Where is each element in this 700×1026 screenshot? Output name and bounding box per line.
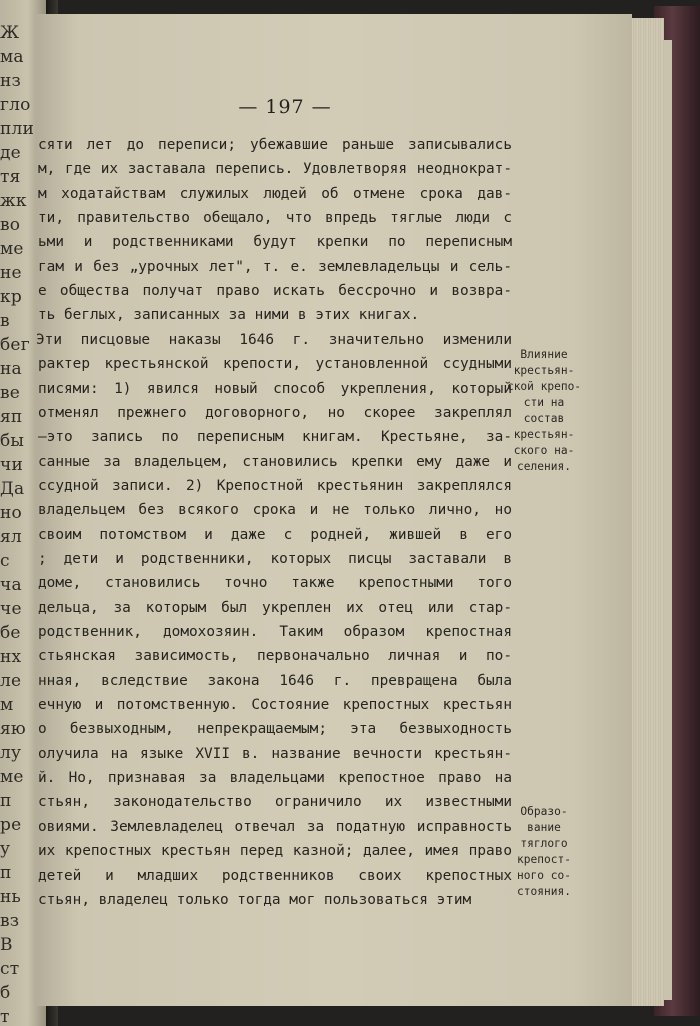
- cover-edge: [664, 40, 672, 1000]
- text-line: гам и без „урочных лет", т. е. землевладельцы и сель-: [38, 258, 512, 275]
- left-page-line: ст: [0, 959, 20, 979]
- left-page-line: яп: [0, 407, 23, 427]
- text-line: о безвыходным, непрекращаемым; эта безвыходность: [38, 721, 512, 738]
- left-page-line: нх: [0, 647, 22, 667]
- left-page-line: В: [0, 935, 13, 955]
- text-line: й. Но, признавая за владельцами крепостное право на: [38, 770, 512, 787]
- left-page-line: ме: [0, 767, 24, 787]
- left-page-line: бег: [0, 335, 30, 355]
- margin-note-line: тяглого: [520, 837, 568, 850]
- margin-note: [492, 804, 596, 900]
- text-line: стьянская зависимость, первоначально личная и по-: [38, 648, 512, 665]
- left-page-line: во: [0, 215, 21, 235]
- margin-note-line: Влияние: [520, 348, 568, 361]
- left-page-line: яю: [0, 719, 26, 739]
- text-line: —это запись по переписным книгам. Крестьяне, за-: [38, 429, 512, 446]
- text-line: стьян, законодательство ограничило их известными: [38, 794, 512, 811]
- margin-note-line: ного со-: [517, 869, 571, 882]
- margin-note: [492, 347, 596, 475]
- margin-note-line: селения.: [517, 460, 571, 473]
- text-line: родственник, домохозяин. Таким образом крепостная: [38, 624, 512, 640]
- margin-note-line: крепост-: [517, 853, 571, 866]
- margin-note-line: ского на-: [513, 444, 575, 457]
- left-page-line: Да: [0, 479, 25, 499]
- left-page-line: бе: [0, 623, 21, 643]
- text-line: доме, становились точно также крепостными того: [38, 575, 512, 592]
- margin-note-line: состав: [523, 412, 565, 425]
- left-page-line: бы: [0, 431, 25, 451]
- left-page-line: б: [0, 983, 11, 1003]
- margin-note-line: Образо-: [520, 805, 568, 818]
- text-line: олучила на языке XVII в. название вечности крестьян-: [38, 745, 512, 762]
- text-line: их крепостных крестьян перед казной; далее, имея право: [38, 843, 512, 860]
- left-page-line: на: [0, 359, 22, 379]
- text-line: ссудной записи. 2) Крепостной крестьянин закреплялся: [38, 477, 512, 494]
- margin-note-line: крестьян-: [513, 364, 575, 377]
- text-line: Эти писцовые наказы 1646 г. значительно изменили: [36, 331, 512, 348]
- text-line: ть беглых, записанных за ними в этих книгах.: [38, 307, 420, 324]
- text-line: ьми и родственниками будут крепки по переписным: [38, 234, 512, 251]
- left-page-line: чи: [0, 455, 23, 475]
- text-line: дельца, за которым был укреплен их отец или стар-: [38, 599, 512, 616]
- text-line: владельцем без всякого срока и не только лично, но: [38, 502, 512, 519]
- left-page-line: у: [0, 839, 11, 859]
- left-page-line: с: [0, 551, 10, 571]
- text-line: м ходатайствам служилых людей об отмене срока дав-: [38, 185, 512, 202]
- left-page-line: ре: [0, 815, 22, 835]
- text-line: писями: 1) явился новый способ укрепления, который: [38, 380, 512, 397]
- text-line: рактер крестьянской крепости, установленной ссудными: [38, 356, 512, 373]
- text-line: м, где их заставала перепись. Удовлетворяя неоднократ-: [38, 161, 512, 178]
- left-page-line: нз: [0, 71, 22, 91]
- left-page-line: ле: [0, 671, 22, 691]
- margin-note-line: стояния.: [517, 885, 571, 898]
- left-page-line: ял: [0, 527, 22, 547]
- margin-note-line: вание: [527, 821, 561, 834]
- left-page-line: ма: [0, 47, 24, 67]
- text-line: овиями. Землевладелец отвечал за податную исправность: [38, 818, 512, 835]
- text-line: отменял прежнего договорного, но скорее закреплял: [38, 404, 512, 421]
- left-page-line: ме: [0, 239, 24, 259]
- margin-note-line: сти на: [523, 396, 565, 409]
- left-page-line: ве: [0, 383, 21, 403]
- book-page-197: [36, 14, 632, 1006]
- left-page-line: м: [0, 695, 14, 715]
- left-page-line: Ж: [0, 23, 20, 43]
- text-line: своим потомством и даже с родней, жившей в его: [38, 526, 512, 543]
- left-page-line: жк: [0, 191, 27, 211]
- page-number: — 197 —: [238, 96, 332, 118]
- left-page-line: ча: [0, 575, 22, 595]
- text-line: ечную и потомственную. Состояние крепостных крестьян: [38, 697, 512, 714]
- text-line: ти, правительство обещало, что впредь тяглые люди с: [38, 210, 512, 227]
- text-line: нная, вследствие закона 1646 г. превращена была: [38, 672, 512, 689]
- left-page-line: не: [0, 263, 22, 283]
- text-line: ; дети и родственники, которых писцы заставали в: [38, 550, 512, 567]
- margin-note-line: крестьян-: [513, 428, 575, 441]
- margin-note-line: ской крепо-: [506, 380, 582, 393]
- left-page-line: т: [0, 1007, 10, 1026]
- text-line: стьян, владелец только тогда мог пользоваться этим: [38, 891, 472, 908]
- left-page-line: лу: [0, 743, 22, 763]
- left-page-line: п: [0, 791, 12, 811]
- left-page-line: пли: [0, 119, 35, 139]
- left-page-line: но: [0, 503, 22, 523]
- left-page-line: кр: [0, 287, 22, 307]
- text-line: детей и младших родственников своих крепостных: [38, 867, 512, 884]
- left-page-line: тя: [0, 167, 21, 187]
- left-page-line: де: [0, 143, 21, 163]
- left-page-line: нь: [0, 887, 21, 907]
- left-page-line: п: [0, 863, 12, 883]
- left-page-line: в: [0, 311, 10, 331]
- left-page-line: вз: [0, 911, 20, 931]
- text-line: е общества получат право искать бессрочно и возвра-: [38, 283, 512, 300]
- left-page-line: гло: [0, 95, 31, 115]
- text-line: санные за владельцем, становились крепки ему даже и: [38, 453, 512, 470]
- left-page-line: че: [0, 599, 22, 619]
- text-line: сяти лет до переписи; убежавшие раньше записывались: [38, 137, 512, 153]
